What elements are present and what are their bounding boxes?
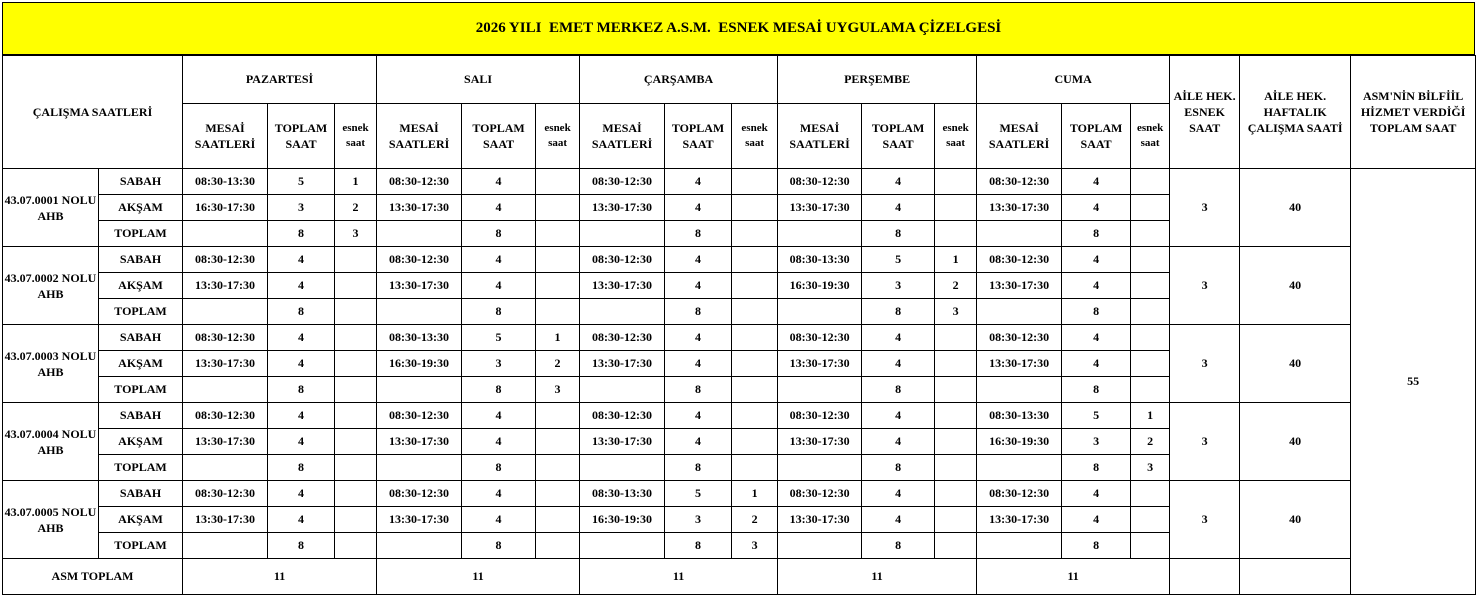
esnek-cell — [536, 507, 580, 533]
row-label-aksam: AKŞAM — [99, 507, 183, 533]
toplam-saat-header: TOPLAM SAAT — [268, 104, 335, 169]
mesai-cell: 08:30-12:30 — [377, 403, 462, 429]
esnek-cell: 1 — [732, 481, 778, 507]
toplam-cell: 3 — [268, 195, 335, 221]
mesai-cell — [580, 299, 665, 325]
esnek-cell: 2 — [1131, 429, 1170, 455]
mesai-saatleri-header: MESAİ SAATLERİ — [580, 104, 665, 169]
esnek-cell — [732, 299, 778, 325]
toplam-cell: 4 — [462, 169, 536, 195]
mesai-cell — [778, 299, 862, 325]
toplam-cell: 4 — [862, 195, 935, 221]
toplam-cell: 5 — [665, 481, 732, 507]
mesai-cell: 08:30-12:30 — [183, 403, 268, 429]
row-label-toplam: TOPLAM — [99, 377, 183, 403]
unit-row-sabah — [3, 169, 1476, 195]
toplam-cell: 4 — [268, 351, 335, 377]
esnek-cell: 1 — [935, 247, 977, 273]
esnek-cell: 2 — [732, 507, 778, 533]
esnek-cell — [335, 247, 377, 273]
mesai-cell: 08:30-12:30 — [377, 481, 462, 507]
asm-toplam-label: ASM TOPLAM — [3, 559, 183, 595]
day-total: 11 — [580, 559, 778, 595]
mesai-cell: 08:30-12:30 — [778, 403, 862, 429]
toplam-cell: 4 — [268, 247, 335, 273]
mesai-cell: 08:30-13:30 — [778, 247, 862, 273]
toplam-saat-header: TOPLAM SAAT — [665, 104, 732, 169]
esnek-cell — [335, 481, 377, 507]
esnek-cell — [1131, 507, 1170, 533]
mesai-cell: 13:30-17:30 — [183, 429, 268, 455]
esnek-cell — [1131, 195, 1170, 221]
toplam-cell: 8 — [1062, 299, 1131, 325]
esnek-cell — [732, 169, 778, 195]
unit-name: 43.07.0005 NOLU AHB — [3, 481, 99, 559]
empty-cell — [1170, 559, 1240, 595]
mesai-cell — [580, 221, 665, 247]
day-total: 11 — [977, 559, 1170, 595]
toplam-cell: 4 — [1062, 351, 1131, 377]
row-label-sabah: SABAH — [99, 403, 183, 429]
mesai-cell: 08:30-12:30 — [377, 169, 462, 195]
mesai-cell: 08:30-12:30 — [580, 403, 665, 429]
esnek-cell: 2 — [536, 351, 580, 377]
toplam-cell: 3 — [1062, 429, 1131, 455]
toplam-cell: 4 — [665, 169, 732, 195]
toplam-saat-header: TOPLAM SAAT — [1062, 104, 1131, 169]
mesai-cell: 08:30-13:30 — [580, 481, 665, 507]
esnek-cell: 2 — [935, 273, 977, 299]
esnek-cell — [1131, 169, 1170, 195]
esnek-cell — [536, 533, 580, 559]
mesai-cell: 08:30-12:30 — [580, 169, 665, 195]
unit-name: 43.07.0004 NOLU AHB — [3, 403, 99, 481]
row-label-toplam: TOPLAM — [99, 533, 183, 559]
toplam-cell: 4 — [862, 325, 935, 351]
toplam-cell: 4 — [665, 429, 732, 455]
mesai-cell: 13:30-17:30 — [183, 507, 268, 533]
unit-name: 43.07.0001 NOLU AHB — [3, 169, 99, 247]
mesai-cell: 13:30-17:30 — [778, 507, 862, 533]
mesai-cell — [183, 533, 268, 559]
asm-toplam-row — [3, 559, 1476, 595]
toplam-cell: 8 — [462, 221, 536, 247]
mesai-cell: 08:30-13:30 — [977, 403, 1062, 429]
schedule-table — [2, 55, 1476, 595]
esnek-cell — [335, 273, 377, 299]
esnek-saat-header: esnek saat — [335, 104, 377, 169]
esnek-cell — [732, 247, 778, 273]
day-header-persembe: PERŞEMBE — [778, 56, 977, 104]
toplam-cell: 5 — [1062, 403, 1131, 429]
esnek-saat-header: esnek saat — [536, 104, 580, 169]
unit-row-sabah — [3, 481, 1476, 507]
day-total: 11 — [377, 559, 580, 595]
esnek-cell — [935, 533, 977, 559]
mesai-cell: 13:30-17:30 — [183, 351, 268, 377]
esnek-cell — [335, 325, 377, 351]
toplam-cell: 5 — [862, 247, 935, 273]
mesai-cell: 13:30-17:30 — [377, 429, 462, 455]
toplam-saat-header: TOPLAM SAAT — [462, 104, 536, 169]
toplam-cell: 5 — [268, 169, 335, 195]
mesai-cell: 13:30-17:30 — [778, 429, 862, 455]
esnek-cell — [1131, 377, 1170, 403]
mesai-cell: 13:30-17:30 — [183, 273, 268, 299]
mesai-cell: 13:30-17:30 — [377, 507, 462, 533]
esnek-cell — [335, 507, 377, 533]
mesai-cell: 13:30-17:30 — [580, 195, 665, 221]
row-label-toplam: TOPLAM — [99, 299, 183, 325]
esnek-cell — [536, 481, 580, 507]
aile-haftalik-value: 40 — [1240, 247, 1351, 325]
toplam-cell: 8 — [665, 221, 732, 247]
asm-total-value: 55 — [1351, 169, 1476, 595]
toplam-cell: 8 — [268, 377, 335, 403]
toplam-cell: 4 — [268, 507, 335, 533]
toplam-cell: 8 — [862, 221, 935, 247]
mesai-cell — [377, 221, 462, 247]
toplam-cell: 8 — [1062, 221, 1131, 247]
mesai-cell: 08:30-12:30 — [977, 325, 1062, 351]
row-label-toplam: TOPLAM — [99, 221, 183, 247]
toplam-cell: 4 — [1062, 169, 1131, 195]
mesai-cell — [183, 377, 268, 403]
mesai-cell — [977, 377, 1062, 403]
toplam-cell: 4 — [1062, 247, 1131, 273]
esnek-cell — [732, 455, 778, 481]
esnek-cell — [536, 247, 580, 273]
mesai-cell: 08:30-12:30 — [183, 325, 268, 351]
mesai-cell: 08:30-12:30 — [977, 247, 1062, 273]
mesai-cell — [580, 533, 665, 559]
esnek-cell: 3 — [935, 299, 977, 325]
toplam-cell: 4 — [862, 169, 935, 195]
unit-name: 43.07.0002 NOLU AHB — [3, 247, 99, 325]
mesai-cell — [580, 455, 665, 481]
toplam-cell: 4 — [665, 273, 732, 299]
esnek-cell: 1 — [335, 169, 377, 195]
mesai-cell: 16:30-19:30 — [778, 273, 862, 299]
esnek-cell — [935, 351, 977, 377]
mesai-cell: 08:30-12:30 — [183, 481, 268, 507]
mesai-cell — [183, 221, 268, 247]
toplam-cell: 4 — [268, 325, 335, 351]
toplam-cell: 4 — [1062, 273, 1131, 299]
asm-toplam-header: ASM'NİN BİLFİİL HİZMET VERDİĞİ TOPLAM SAAT — [1351, 56, 1476, 169]
mesai-cell — [377, 533, 462, 559]
aile-haftalik-value: 40 — [1240, 481, 1351, 559]
toplam-cell: 4 — [268, 273, 335, 299]
mesai-cell: 08:30-12:30 — [977, 169, 1062, 195]
mesai-cell: 08:30-12:30 — [377, 247, 462, 273]
esnek-saat-header: esnek saat — [732, 104, 778, 169]
day-header-pazartesi: PAZARTESİ — [183, 56, 377, 104]
mesai-cell — [377, 377, 462, 403]
esnek-cell — [1131, 325, 1170, 351]
toplam-cell: 8 — [665, 377, 732, 403]
esnek-cell: 3 — [732, 533, 778, 559]
esnek-cell — [335, 377, 377, 403]
toplam-cell: 8 — [268, 455, 335, 481]
esnek-cell: 3 — [1131, 455, 1170, 481]
esnek-cell — [732, 325, 778, 351]
toplam-cell: 8 — [268, 533, 335, 559]
mesai-cell: 08:30-12:30 — [778, 325, 862, 351]
toplam-cell: 4 — [862, 429, 935, 455]
toplam-cell: 4 — [462, 403, 536, 429]
aile-esnek-header: AİLE HEK. ESNEK SAAT — [1170, 56, 1240, 169]
esnek-cell — [536, 221, 580, 247]
toplam-cell: 8 — [1062, 455, 1131, 481]
esnek-cell — [536, 195, 580, 221]
esnek-cell — [1131, 351, 1170, 377]
aile-esnek-value: 3 — [1170, 325, 1240, 403]
esnek-cell — [935, 507, 977, 533]
toplam-cell: 4 — [1062, 325, 1131, 351]
row-label-aksam: AKŞAM — [99, 351, 183, 377]
toplam-cell: 8 — [462, 455, 536, 481]
toplam-cell: 8 — [268, 221, 335, 247]
esnek-cell — [1131, 481, 1170, 507]
toplam-cell: 8 — [462, 533, 536, 559]
unit-row-sabah — [3, 247, 1476, 273]
mesai-cell: 13:30-17:30 — [977, 351, 1062, 377]
esnek-cell — [536, 455, 580, 481]
mesai-cell — [977, 221, 1062, 247]
toplam-cell: 8 — [862, 377, 935, 403]
toplam-cell: 4 — [862, 351, 935, 377]
esnek-cell — [935, 195, 977, 221]
toplam-cell: 4 — [268, 403, 335, 429]
mesai-cell — [778, 221, 862, 247]
toplam-cell: 8 — [862, 533, 935, 559]
row-label-sabah: SABAH — [99, 169, 183, 195]
esnek-cell — [935, 429, 977, 455]
esnek-cell — [335, 299, 377, 325]
mesai-cell: 13:30-17:30 — [778, 351, 862, 377]
toplam-cell: 4 — [665, 403, 732, 429]
esnek-saat-header: esnek saat — [1131, 104, 1170, 169]
esnek-cell — [536, 169, 580, 195]
esnek-cell — [1131, 247, 1170, 273]
toplam-cell: 3 — [462, 351, 536, 377]
esnek-cell — [1131, 221, 1170, 247]
toplam-cell: 4 — [268, 481, 335, 507]
mesai-cell: 08:30-12:30 — [778, 481, 862, 507]
row-label-toplam: TOPLAM — [99, 455, 183, 481]
mesai-cell: 08:30-12:30 — [778, 169, 862, 195]
aile-haftalik-value: 40 — [1240, 325, 1351, 403]
row-label-sabah: SABAH — [99, 481, 183, 507]
esnek-cell — [536, 403, 580, 429]
toplam-cell: 4 — [462, 247, 536, 273]
mesai-cell — [977, 299, 1062, 325]
mesai-cell — [183, 299, 268, 325]
mesai-cell: 16:30-19:30 — [580, 507, 665, 533]
esnek-cell — [1131, 533, 1170, 559]
row-label-sabah: SABAH — [99, 247, 183, 273]
mesai-saatleri-header: MESAİ SAATLERİ — [377, 104, 462, 169]
esnek-cell — [335, 455, 377, 481]
mesai-cell — [778, 533, 862, 559]
mesai-saatleri-header: MESAİ SAATLERİ — [183, 104, 268, 169]
row-label-aksam: AKŞAM — [99, 195, 183, 221]
aile-esnek-value: 3 — [1170, 403, 1240, 481]
toplam-cell: 4 — [862, 481, 935, 507]
mesai-cell: 13:30-17:30 — [580, 351, 665, 377]
mesai-cell — [377, 455, 462, 481]
schedule-sheet — [2, 2, 1475, 596]
mesai-cell — [183, 455, 268, 481]
day-total: 11 — [778, 559, 977, 595]
esnek-cell — [935, 221, 977, 247]
esnek-cell: 2 — [335, 195, 377, 221]
mesai-cell: 16:30-19:30 — [377, 351, 462, 377]
toplam-cell: 5 — [462, 325, 536, 351]
esnek-cell: 1 — [536, 325, 580, 351]
row-label-sabah: SABAH — [99, 325, 183, 351]
day-header-cuma: CUMA — [977, 56, 1170, 104]
mesai-cell: 08:30-12:30 — [977, 481, 1062, 507]
sheet-title: 2026 YILI EMET MERKEZ A.S.M. ESNEK MESAİ UYGULAMA ÇİZELGESİ — [2, 2, 1475, 55]
mesai-cell: 13:30-17:30 — [977, 507, 1062, 533]
esnek-cell — [935, 403, 977, 429]
esnek-cell — [732, 429, 778, 455]
esnek-cell — [335, 533, 377, 559]
toplam-cell: 4 — [462, 273, 536, 299]
toplam-cell: 8 — [862, 299, 935, 325]
esnek-cell — [1131, 273, 1170, 299]
toplam-cell: 4 — [1062, 507, 1131, 533]
toplam-cell: 3 — [862, 273, 935, 299]
esnek-cell — [732, 195, 778, 221]
day-header-sali: SALI — [377, 56, 580, 104]
mesai-cell: 08:30-12:30 — [580, 325, 665, 351]
aile-haftalik-value: 40 — [1240, 169, 1351, 247]
mesai-cell: 13:30-17:30 — [580, 429, 665, 455]
toplam-cell: 4 — [862, 507, 935, 533]
toplam-cell: 8 — [862, 455, 935, 481]
esnek-cell: 1 — [1131, 403, 1170, 429]
esnek-cell — [536, 429, 580, 455]
mesai-cell: 08:30-13:30 — [183, 169, 268, 195]
unit-row-sabah — [3, 325, 1476, 351]
aile-haftalik-header: AİLE HEK. HAFTALIK ÇALIŞMA SAATİ — [1240, 56, 1351, 169]
mesai-cell: 13:30-17:30 — [977, 195, 1062, 221]
toplam-cell: 8 — [462, 299, 536, 325]
mesai-cell: 13:30-17:30 — [778, 195, 862, 221]
mesai-cell: 13:30-17:30 — [580, 273, 665, 299]
mesai-cell: 08:30-12:30 — [580, 247, 665, 273]
esnek-cell — [536, 273, 580, 299]
toplam-cell: 4 — [462, 195, 536, 221]
esnek-cell — [732, 351, 778, 377]
mesai-saatleri-header: MESAİ SAATLERİ — [778, 104, 862, 169]
mesai-cell: 13:30-17:30 — [377, 273, 462, 299]
mesai-cell: 13:30-17:30 — [377, 195, 462, 221]
toplam-cell: 8 — [268, 299, 335, 325]
esnek-cell — [335, 351, 377, 377]
mesai-saatleri-header: MESAİ SAATLERİ — [977, 104, 1062, 169]
toplam-cell: 4 — [1062, 195, 1131, 221]
mesai-cell: 08:30-12:30 — [183, 247, 268, 273]
unit-row-sabah — [3, 403, 1476, 429]
aile-esnek-value: 3 — [1170, 169, 1240, 247]
mesai-cell — [580, 377, 665, 403]
mesai-cell — [977, 455, 1062, 481]
toplam-cell: 8 — [1062, 377, 1131, 403]
esnek-cell — [935, 481, 977, 507]
toplam-cell: 4 — [462, 429, 536, 455]
toplam-cell: 4 — [462, 507, 536, 533]
aile-esnek-value: 3 — [1170, 247, 1240, 325]
toplam-cell: 4 — [665, 247, 732, 273]
esnek-cell: 3 — [335, 221, 377, 247]
unit-name: 43.07.0003 NOLU AHB — [3, 325, 99, 403]
esnek-cell — [732, 377, 778, 403]
esnek-cell — [1131, 299, 1170, 325]
aile-esnek-value: 3 — [1170, 481, 1240, 559]
toplam-cell: 4 — [665, 351, 732, 377]
toplam-cell: 4 — [665, 195, 732, 221]
toplam-cell: 8 — [462, 377, 536, 403]
day-header-carsamba: ÇARŞAMBA — [580, 56, 778, 104]
esnek-saat-header: esnek saat — [935, 104, 977, 169]
toplam-cell: 8 — [1062, 533, 1131, 559]
mesai-cell: 16:30-17:30 — [183, 195, 268, 221]
esnek-cell — [935, 377, 977, 403]
esnek-cell — [335, 403, 377, 429]
esnek-cell — [732, 221, 778, 247]
esnek-cell — [935, 169, 977, 195]
esnek-cell — [335, 429, 377, 455]
toplam-cell: 3 — [665, 507, 732, 533]
mesai-cell — [977, 533, 1062, 559]
mesai-cell — [778, 377, 862, 403]
toplam-saat-header: TOPLAM SAAT — [862, 104, 935, 169]
mesai-cell — [778, 455, 862, 481]
mesai-cell: 16:30-19:30 — [977, 429, 1062, 455]
empty-cell — [1240, 559, 1351, 595]
toplam-cell: 4 — [1062, 481, 1131, 507]
esnek-cell — [536, 299, 580, 325]
toplam-cell: 4 — [268, 429, 335, 455]
aile-haftalik-value: 40 — [1240, 403, 1351, 481]
esnek-cell — [935, 455, 977, 481]
esnek-cell — [732, 403, 778, 429]
toplam-cell: 4 — [665, 325, 732, 351]
mesai-cell — [377, 299, 462, 325]
toplam-cell: 4 — [462, 481, 536, 507]
toplam-cell: 8 — [665, 533, 732, 559]
calisma-saatleri-header: ÇALIŞMA SAATLERİ — [3, 56, 183, 169]
toplam-cell: 4 — [862, 403, 935, 429]
toplam-cell: 8 — [665, 299, 732, 325]
mesai-cell: 08:30-13:30 — [377, 325, 462, 351]
toplam-cell: 8 — [665, 455, 732, 481]
mesai-cell: 13:30-17:30 — [977, 273, 1062, 299]
esnek-cell — [935, 325, 977, 351]
row-label-aksam: AKŞAM — [99, 429, 183, 455]
esnek-cell: 3 — [536, 377, 580, 403]
row-label-aksam: AKŞAM — [99, 273, 183, 299]
day-total: 11 — [183, 559, 377, 595]
esnek-cell — [732, 273, 778, 299]
